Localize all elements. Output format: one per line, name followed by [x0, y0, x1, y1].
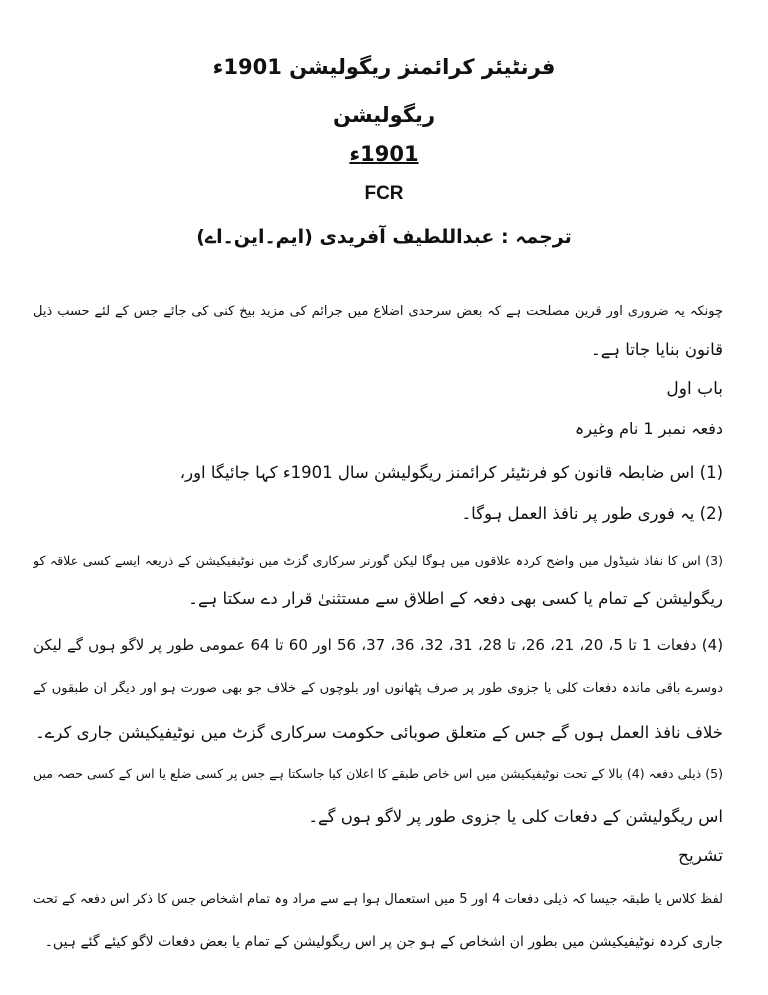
- clause-2: (2) یہ فوری طور پر نافذ العمل ہوگا۔: [461, 504, 723, 523]
- explanation-line-1: لفظ کلاس یا طبقہ جیسا کہ ذیلی دفعات 4 اور 5 میں استعمال ہوا ہے سے مراد وہ تمام اشخاص جس کا ذکر اس دفعہ کے تحت: [33, 892, 723, 907]
- clause-3-line-2: ریگولیشن کے تمام یا کسی بھی دفعہ کے اطلاق سے مستثنیٰ قرار دے سکتا ہے۔: [188, 589, 723, 608]
- document-title: [0, 55, 768, 79]
- explanation-line-2: جاری کردہ نوٹیفیکیشن میں بطور ان اشخاص کے ہو جن پر اس ریگولیشن کے تمام یا بعض دفعات لاگو کیئے گئے ہیں۔: [44, 934, 723, 950]
- clause-3-line-1: (3) اس کا نفاذ شیڈول میں واضح کردہ علاقوں میں ہوگا لیکن گورنر سرکاری گزٹ میں نوٹیفیکیشن کے ذریعہ ایسے کسی علاقہ کو: [33, 553, 723, 568]
- document-code: FCR: [364, 183, 404, 204]
- explanation-heading: تشریح: [678, 846, 723, 866]
- clause-1: (1) اس ضابطہ قانون کو فرنٹیئر کرائمنز ریگولیشن سال 1901ء کہا جائیگا اور،: [179, 463, 723, 482]
- translator-credit: ترجمہ : عبداللطیف آفریدی (ایم۔این۔اے): [196, 226, 572, 248]
- clause-4-line-3: خلاف نافذ العمل ہوں گے جس کے متعلق صوبائی حکومت سرکاری گزٹ میں نوٹیفیکیشن جاری کرے۔: [35, 723, 723, 742]
- document-year-text: 1901ء: [349, 142, 419, 166]
- document-title-text: فرنٹیئر کرائمنز ریگولیشن 1901ء: [212, 55, 556, 79]
- document-subtitle: ریگولیشن: [332, 103, 436, 127]
- document-year: [0, 142, 768, 166]
- clause-5-line-1: (5) ذیلی دفعہ (4) بالا کے تحت نوٹیفیکیشن میں اس خاص طبقے کا اعلان کیا جاسکتا ہے جس پر کسی ضلع یا اس کے کسی حصہ میں: [33, 766, 723, 781]
- preamble-line-2: قانون بنایا جاتا ہے۔: [591, 340, 723, 359]
- section-heading: دفعہ نمبر 1 نام وغیرہ: [574, 419, 723, 438]
- clause-4-line-1: (4) دفعات 1 تا 5، 20، 21، 26، تا 28، 31، 32، 36، 37، 56 اور 60 تا 64 عمومی طور پر لاگو ہوں گے لیکن: [33, 636, 723, 654]
- clause-4-line-2: دوسرے باقی ماندہ دفعات کلی یا جزوی طور پر صرف پٹھانوں اور بلوچوں کے خلاف جو بھی صورت ہو اور دیگر ان طبقوں کے: [33, 681, 723, 696]
- preamble-line-1: چونکہ یہ ضروری اور قرین مصلحت ہے کہ بعض سرحدی اضلاع میں جرائم کی مزید بیخ کنی کی جائے جس کے لئے حسب ذیل: [33, 304, 723, 319]
- chapter-heading: باب اول: [666, 379, 723, 399]
- clause-5-line-2: اس ریگولیشن کے دفعات کلی یا جزوی طور پر لاگو ہوں گے۔: [308, 807, 723, 826]
